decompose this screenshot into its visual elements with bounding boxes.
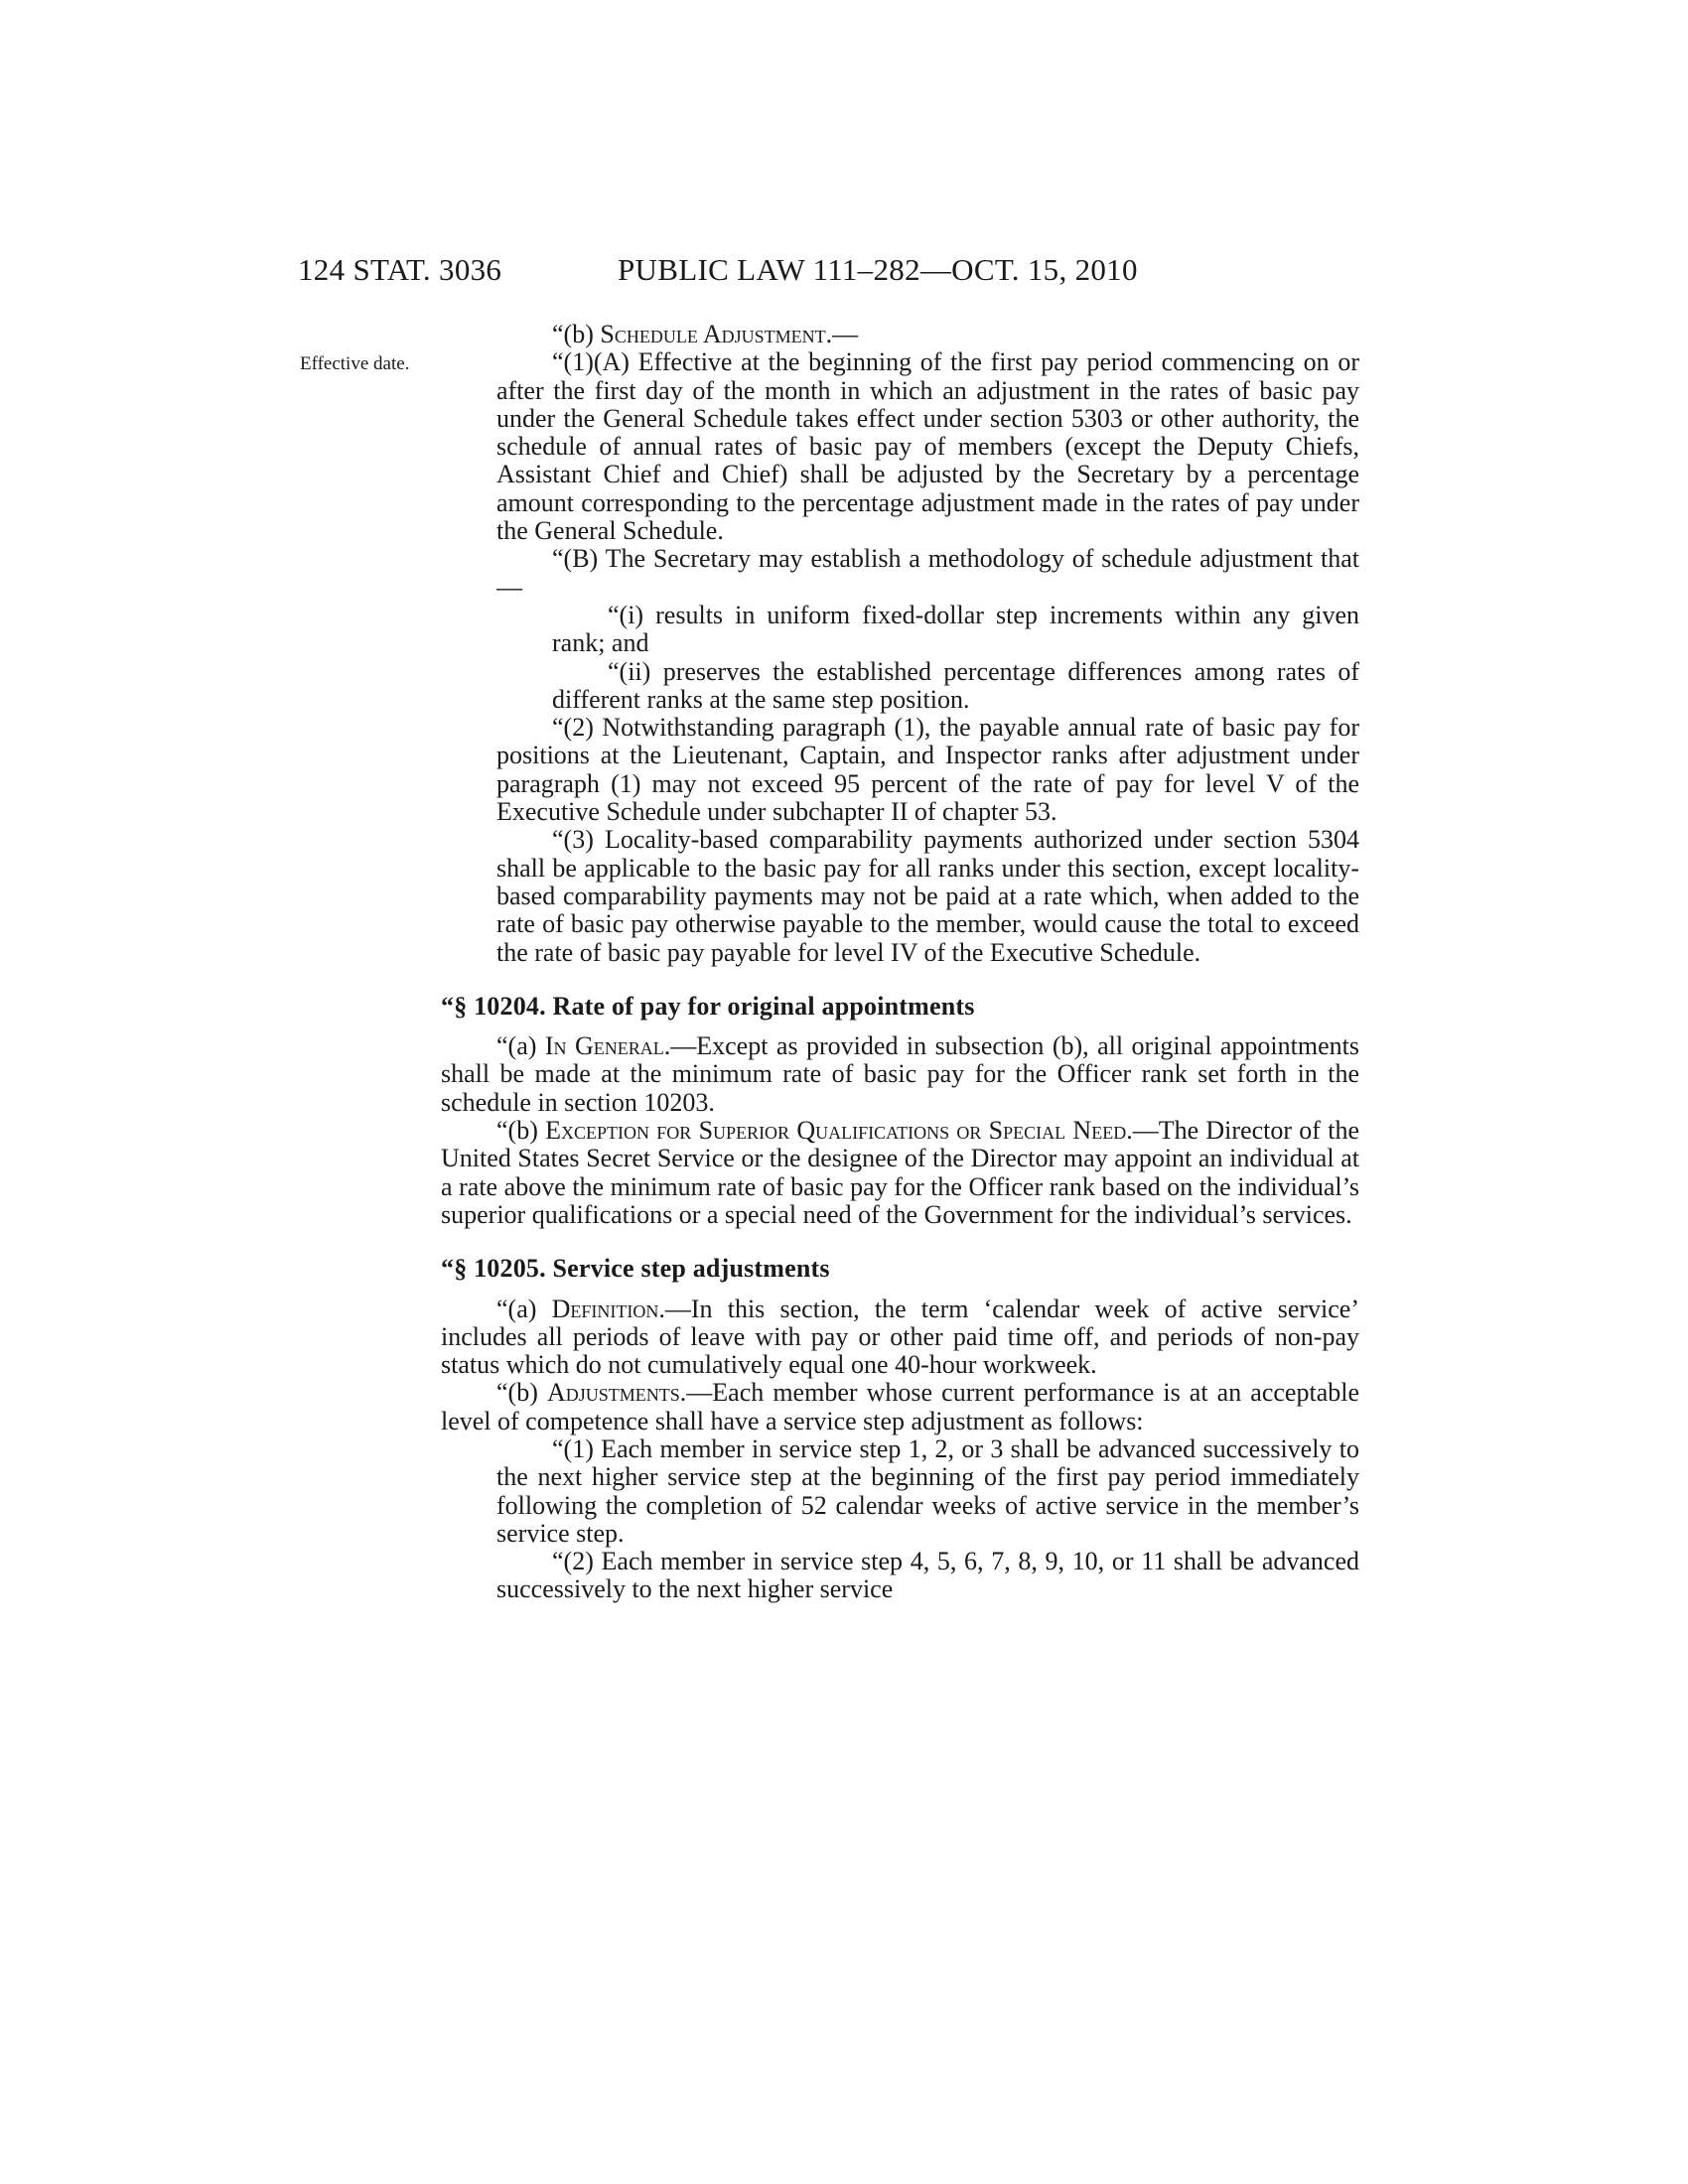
subsection-text: .—The Director of the United States Secret Service or the designee of the Director may appoint an individual at a rate above the minimum rate of basic pay for the Officer rank based on the individual’s superior qualifications or a special need of the Government for the individual’s services. bbox=[441, 1116, 1360, 1229]
section-10204-body bbox=[441, 1032, 1359, 1229]
clause-ii: “(ii) preserves the established percentage differences among rates of different ranks at the same step position. bbox=[552, 656, 1359, 714]
section-10205-b-1: “(1) Each member in service step 1, 2, or 3 shall be advanced successively to the next higher service step at the beginning of the first pay period immediately following the completion of 52 calendar weeks of active service in the member’s service step. bbox=[496, 1433, 1359, 1548]
paragraph-1b: “(B) The Secretary may establish a methodology of schedule adjustment that— bbox=[496, 544, 1359, 602]
section-10205-b-2: “(2) Each member in service step 4, 5, 6, 7, 8, 9, 10, or 11 shall be advanced successively to the next higher service bbox=[496, 1547, 1359, 1604]
paragraph-2: “(2) Notwithstanding paragraph (1), the payable annual rate of basic pay for positions at the Lieutenant, Captain, and Inspector ranks after adjustment under paragraph (1) may not exceed 95 percent of the rate of pay for level V of the Executive Schedule under subchapter II of chapter 53. bbox=[496, 713, 1359, 827]
subsection-prefix: “(a) bbox=[496, 1294, 552, 1323]
subsection-prefix: “(a) bbox=[496, 1031, 545, 1061]
heading-small-caps: Schedule Adjustment bbox=[600, 320, 826, 348]
heading-prefix: “(b) bbox=[552, 320, 601, 348]
document-body bbox=[441, 320, 1360, 1604]
margin-note: Effective date. bbox=[300, 353, 410, 374]
subsection-prefix: “(b) bbox=[496, 1116, 546, 1146]
section-10205-body bbox=[441, 1296, 1359, 1604]
subsection-title: Adjustments bbox=[546, 1378, 680, 1408]
section-10204-heading: “§ 10204. Rate of pay for original appointments bbox=[441, 991, 975, 1021]
paragraph-3: “(3) Locality-based comparability payments authorized under section 5304 shall be applicable to the basic pay for all ranks under this section, except locality-based comparability payments may not be paid at a rate which, when added to the rate of basic pay otherwise payable to the member, would cause the total to exceed the rate of basic pay payable for level IV of the Executive Schedule. bbox=[496, 825, 1359, 967]
heading-dash: .— bbox=[825, 320, 859, 348]
public-law-header: PUBLIC LAW 111–282—OCT. 15, 2010 bbox=[618, 252, 1138, 287]
section-10205-b bbox=[441, 1379, 1359, 1435]
paragraph-1a: “(1)(A) Effective at the beginning of the first pay period commencing on or after the first day of the month in which an adjustment in the rates of basic pay under the General Schedule takes effect under section 5303 or other authority, the schedule of annual rates of basic pay of members (except the Deputy Chiefs, Assistant Chief and Chief) shall be adjusted by the Secretary by a percentage amount corresponding to the percentage adjustment made in the rates of pay under the General Schedule. bbox=[496, 347, 1359, 546]
subsection-title: Exception for Superior Qualifications or Special Need bbox=[545, 1116, 1127, 1146]
subsection-text: .—In this section, the term ‘calendar week of active service’ includes all periods of leave with pay or other paid time off, and periods of non-pay status which do not cumulatively equal one 40-hour workweek. bbox=[441, 1294, 1359, 1380]
subsection-text: .—Except as provided in subsection (b), all original appointments shall be made at the minimum rate of basic pay for the Officer rank set forth in the schedule in section 10203. bbox=[441, 1031, 1359, 1117]
section-10204-b bbox=[441, 1117, 1359, 1229]
section-10205-a bbox=[441, 1296, 1359, 1380]
subsection-title: Definition bbox=[551, 1294, 659, 1323]
subsection-title: In General bbox=[544, 1031, 664, 1061]
subsection-text: .—Each member whose current performance is at an acceptable level of competence shall have a service step adjustment as follows: bbox=[441, 1378, 1359, 1435]
schedule-adjustment-heading bbox=[496, 321, 1359, 348]
subsection-prefix: “(b) bbox=[496, 1378, 547, 1408]
statute-page-number: 124 STAT. 3036 bbox=[298, 252, 502, 287]
clause-i: “(i) results in uniform fixed-dollar step increments within any given rank; and bbox=[552, 600, 1359, 658]
section-10205-heading: “§ 10205. Service step adjustments bbox=[441, 1254, 830, 1284]
section-10204-a bbox=[441, 1032, 1359, 1117]
